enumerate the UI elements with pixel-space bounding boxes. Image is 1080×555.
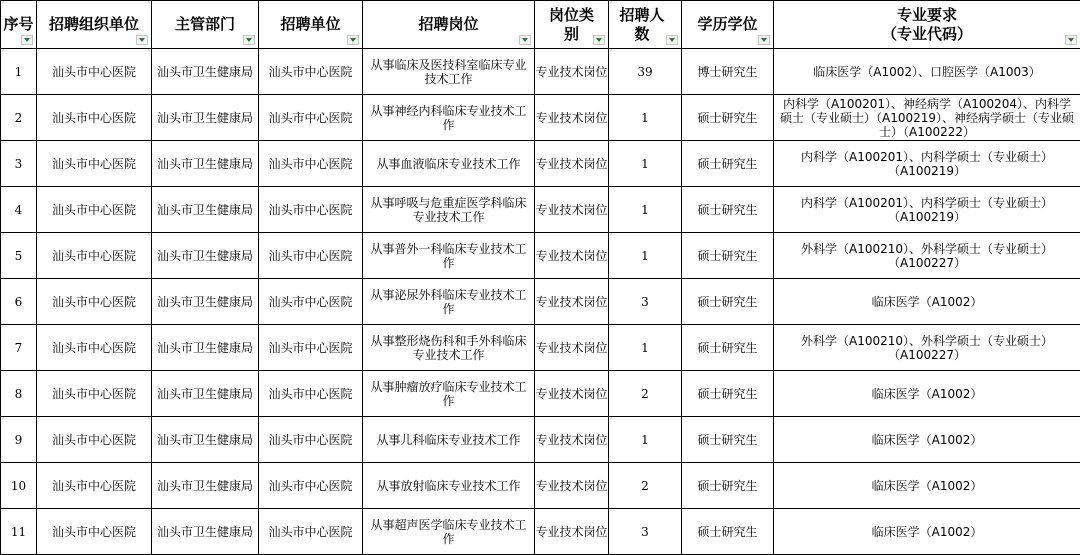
row-category: 专业技术岗位 [535,371,609,417]
row-position: 从事神经内科临床专业技术工作 [363,95,535,141]
row-degree: 硕士研究生 [682,279,774,325]
filter-dropdown-icon[interactable] [666,35,678,45]
table-row [1,325,1080,371]
row-category: 专业技术岗位 [535,233,609,279]
row-major: 内科学（A100201）、内科学硕士（专业硕士）（A100219） [774,141,1080,187]
row-dept: 汕头市卫生健康局 [152,49,259,95]
row-degree: 硕士研究生 [682,325,774,371]
row-seq: 2 [1,95,37,141]
header-label: 招聘人数 [609,6,681,44]
row-unit: 汕头市中心医院 [259,95,363,141]
row-seq: 1 [1,49,37,95]
filter-dropdown-icon[interactable] [347,35,359,45]
row-degree: 硕士研究生 [682,187,774,233]
row-major: 临床医学（A1002） [774,463,1080,509]
row-org: 汕头市中心医院 [37,187,152,233]
filter-dropdown-icon[interactable] [21,35,33,45]
row-position: 从事儿科临床专业技术工作 [363,417,535,463]
row-unit: 汕头市中心医院 [259,49,363,95]
filter-dropdown-icon[interactable] [136,35,148,45]
row-seq: 10 [1,463,37,509]
row-category: 专业技术岗位 [535,279,609,325]
row-degree: 博士研究生 [682,49,774,95]
row-unit: 汕头市中心医院 [259,371,363,417]
row-category: 专业技术岗位 [535,463,609,509]
row-count: 3 [609,279,682,325]
row-degree: 硕士研究生 [682,141,774,187]
filter-dropdown-icon[interactable] [243,35,255,45]
row-dept: 汕头市卫生健康局 [152,233,259,279]
header-label: 主管部门 [152,15,258,34]
header-label: 专业要求 （专业代码） [774,6,1080,44]
row-category: 专业技术岗位 [535,141,609,187]
row-org: 汕头市中心医院 [37,141,152,187]
row-category: 专业技术岗位 [535,95,609,141]
row-org: 汕头市中心医院 [37,49,152,95]
row-degree: 硕士研究生 [682,463,774,509]
row-position: 从事血液临床专业技术工作 [363,141,535,187]
row-org: 汕头市中心医院 [37,463,152,509]
header-label: 招聘组织单位 [37,15,151,34]
row-unit: 汕头市中心医院 [259,325,363,371]
row-org: 汕头市中心医院 [37,371,152,417]
row-major: 临床医学（A1002） [774,417,1080,463]
row-category: 专业技术岗位 [535,417,609,463]
row-degree: 硕士研究生 [682,371,774,417]
row-seq: 7 [1,325,37,371]
row-unit: 汕头市中心医院 [259,463,363,509]
filter-dropdown-icon[interactable] [519,35,531,45]
header-unit [259,1,363,49]
row-dept: 汕头市卫生健康局 [152,509,259,555]
row-position: 从事普外一科临床专业技术工作 [363,233,535,279]
row-degree: 硕士研究生 [682,417,774,463]
row-count: 1 [609,233,682,279]
row-position: 从事放射临床专业技术工作 [363,463,535,509]
header-label: 招聘岗位 [363,15,534,34]
row-degree: 硕士研究生 [682,233,774,279]
row-org: 汕头市中心医院 [37,509,152,555]
row-dept: 汕头市卫生健康局 [152,141,259,187]
table-row [1,49,1080,95]
row-position: 从事肿瘤放疗临床专业技术工作 [363,371,535,417]
row-count: 3 [609,509,682,555]
header-label: 学历学位 [682,15,773,34]
table-row [1,509,1080,555]
table-row [1,141,1080,187]
filter-dropdown-icon[interactable] [1065,35,1077,45]
row-org: 汕头市中心医院 [37,325,152,371]
header-count [609,1,682,49]
table-row [1,417,1080,463]
row-count: 1 [609,325,682,371]
row-major: 内科学（A100201）、内科学硕士（专业硕士）（A100219） [774,187,1080,233]
table-row [1,233,1080,279]
row-degree: 硕士研究生 [682,95,774,141]
row-position: 从事泌尿外科临床专业技术工作 [363,279,535,325]
row-seq: 4 [1,187,37,233]
header-org-unit [37,1,152,49]
row-major: 临床医学（A1002） [774,371,1080,417]
row-count: 2 [609,463,682,509]
row-position: 从事超声医学临床专业技术工作 [363,509,535,555]
row-dept: 汕头市卫生健康局 [152,417,259,463]
row-category: 专业技术岗位 [535,325,609,371]
row-major: 临床医学（A1002） [774,509,1080,555]
row-dept: 汕头市卫生健康局 [152,279,259,325]
header-dept [152,1,259,49]
row-org: 汕头市中心医院 [37,417,152,463]
row-major: 内科学（A100201）、神经病学（A100204）、内科学硕士（专业硕士）（A100219）、神经病学硕士（专业硕士）（A100222） [774,95,1080,141]
header-label: 岗位类别 [535,6,608,44]
table-row [1,95,1080,141]
header-label: 序号 [1,15,36,34]
filter-dropdown-icon[interactable] [758,35,770,45]
row-count: 1 [609,417,682,463]
row-unit: 汕头市中心医院 [259,233,363,279]
table-row [1,463,1080,509]
row-unit: 汕头市中心医院 [259,141,363,187]
table-row [1,279,1080,325]
header-position [363,1,535,49]
row-org: 汕头市中心医院 [37,233,152,279]
row-dept: 汕头市卫生健康局 [152,463,259,509]
table-body [1,49,1080,555]
row-unit: 汕头市中心医院 [259,279,363,325]
table-row [1,187,1080,233]
row-category: 专业技术岗位 [535,187,609,233]
table-row [1,371,1080,417]
row-major: 临床医学（A1002） [774,279,1080,325]
filter-dropdown-icon[interactable] [593,35,605,45]
row-count: 1 [609,141,682,187]
row-position: 从事整形烧伤科和手外科临床专业技术工作 [363,325,535,371]
row-degree: 硕士研究生 [682,509,774,555]
row-seq: 8 [1,371,37,417]
row-dept: 汕头市卫生健康局 [152,325,259,371]
row-unit: 汕头市中心医院 [259,417,363,463]
row-seq: 3 [1,141,37,187]
row-category: 专业技术岗位 [535,49,609,95]
header-seq [1,1,37,49]
row-seq: 11 [1,509,37,555]
row-major: 外科学（A100210）、外科学硕士（专业硕士）（A100227） [774,233,1080,279]
header-label: 招聘单位 [259,15,362,34]
row-count: 2 [609,371,682,417]
header-degree [682,1,774,49]
row-dept: 汕头市卫生健康局 [152,187,259,233]
row-position: 从事呼吸与危重症医学科临床专业技术工作 [363,187,535,233]
row-major: 临床医学（A1002）、口腔医学（A1003） [774,49,1080,95]
row-dept: 汕头市卫生健康局 [152,371,259,417]
row-major: 外科学（A100210）、外科学硕士（专业硕士）（A100227） [774,325,1080,371]
row-position: 从事临床及医技科室临床专业技术工作 [363,49,535,95]
header-major [774,1,1080,49]
row-count: 1 [609,187,682,233]
row-org: 汕头市中心医院 [37,95,152,141]
row-unit: 汕头市中心医院 [259,187,363,233]
row-seq: 6 [1,279,37,325]
row-count: 39 [609,49,682,95]
header-row [1,1,1080,49]
row-seq: 5 [1,233,37,279]
row-count: 1 [609,95,682,141]
row-unit: 汕头市中心医院 [259,509,363,555]
header-category [535,1,609,49]
row-category: 专业技术岗位 [535,509,609,555]
row-seq: 9 [1,417,37,463]
row-dept: 汕头市卫生健康局 [152,95,259,141]
row-org: 汕头市中心医院 [37,279,152,325]
